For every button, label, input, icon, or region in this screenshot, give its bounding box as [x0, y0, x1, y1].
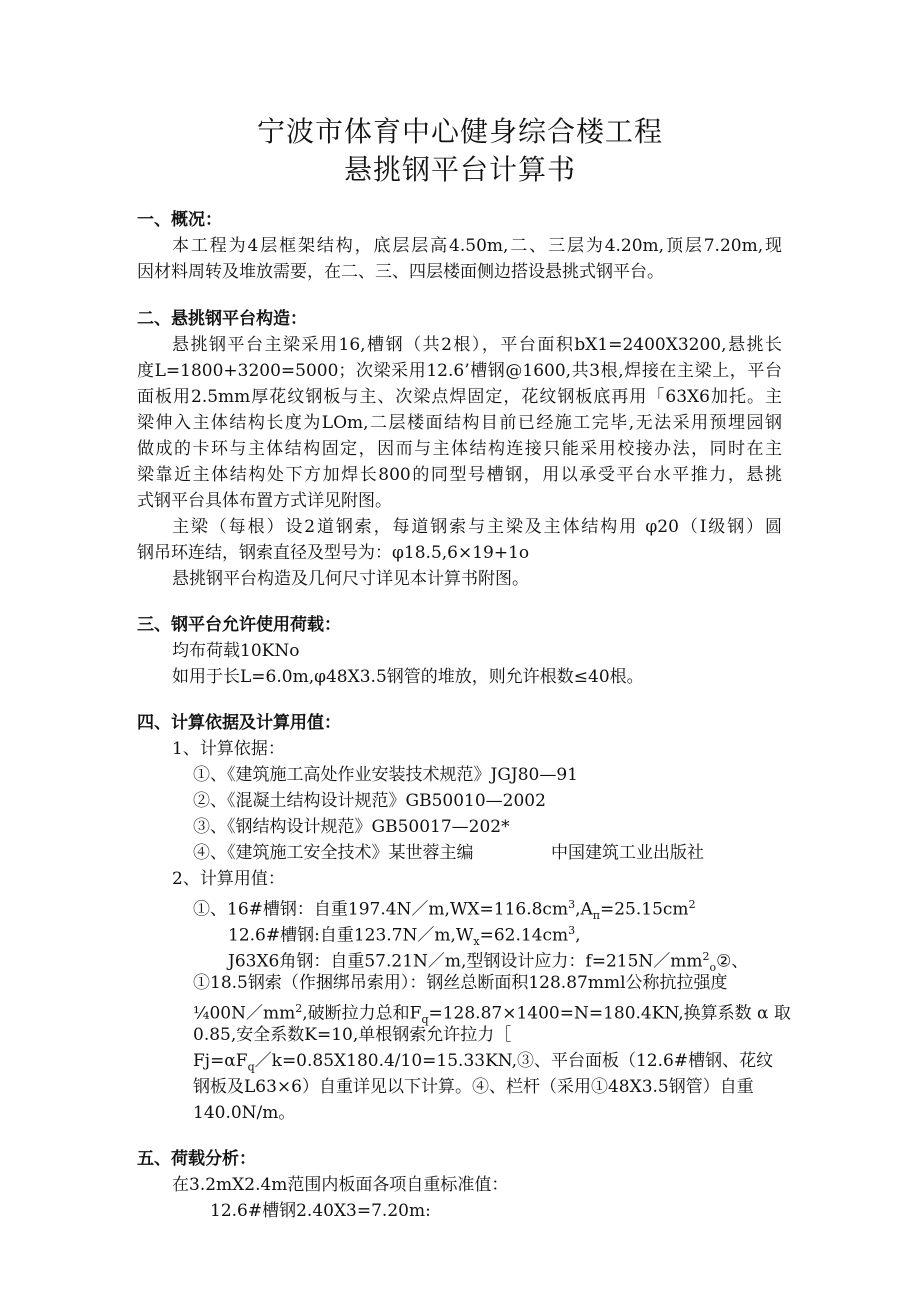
subscript: x — [473, 935, 480, 949]
section-5-line-2: 12.6#槽钢2.40X3=7.20m: — [210, 1201, 431, 1221]
section-4-heading: 四、计算依据及计算用值： — [137, 713, 341, 733]
section-4-sub-1: 1、计算依据： — [172, 739, 285, 759]
value-line-5-text: ¼00N／mm — [193, 1003, 296, 1024]
value-line-2-text-c: , — [575, 925, 581, 946]
section-3-line-1: 均布荷载10KNo — [172, 641, 300, 661]
superscript: 2 — [295, 1002, 303, 1015]
value-line-2-text: 12.6#槽钢:自重123.7N／m,W — [228, 925, 474, 946]
value-line-7-text-b: ／k=0.85X180.4/10=15.33KN,③、平台面板（12.6#槽钢、花纹 — [254, 1051, 774, 1071]
section-2-line-1: 悬挑钢平台主梁采用16,槽钢（共2根），平台面积bX1=2400X3200,悬挑长 — [172, 335, 782, 355]
reference-4: ④、《建筑施工安全技术》某世蓉主编 — [193, 843, 474, 863]
superscript: 2 — [688, 898, 696, 911]
value-line-2-text-b: =62.14cm — [479, 925, 569, 946]
value-line-9: 140.0N/m。 — [193, 1103, 296, 1123]
reference-1: ①、《建筑施工高处作业安装技术规范》JGJ80—91 — [193, 765, 578, 785]
value-line-3-text-b: ②、 — [716, 951, 749, 972]
section-1-line-1: 本工程为4层框架结构，底层层高4.50m,二、三层为4.20m,顶层7.20m,现 — [172, 236, 782, 256]
section-2-heading: 二、悬挑钢平台构造： — [137, 309, 307, 329]
subscript: π — [592, 909, 600, 923]
section-4-sub-2: 2、计算用值： — [172, 869, 285, 889]
section-1-heading: 一、概况： — [137, 210, 222, 230]
section-2-line-3: 面板用2.5mm厚花纹钢板与主、次梁点焊固定，花纹钢板底再用「63X6加托。主 — [137, 387, 782, 407]
reference-2: ②、《混凝土结构设计规范》GB50010—2002 — [193, 791, 546, 811]
subscript: o — [709, 961, 717, 975]
document-subtitle: 悬挑钢平台计算书 — [343, 153, 576, 186]
reference-4-publisher: 中国建筑工业出版社 — [551, 843, 704, 863]
section-2-line-10: 悬挑钢平台构造及几何尺寸详见本计算书附图。 — [172, 569, 529, 589]
value-line-5-text-c: =128.87×1400=N=180.4KN,换算系数 α 取 — [428, 1003, 791, 1024]
subscript: q — [421, 1013, 429, 1027]
value-line-1-text-b: ,A — [575, 899, 593, 920]
section-2-line-2: 度L=1800+3200=5000；次梁采用12.6’槽钢@1600,共3根,焊接在主梁上，平台 — [137, 361, 782, 381]
value-line-1-text: ①、16#槽钢：自重197.4N／m,WX=116.8cm — [193, 899, 569, 920]
section-5-line-1: 在3.2mX2.4m范围内板面各项自重标准值： — [172, 1175, 509, 1195]
value-line-6: 0.85,安全系数K=10,单根钢索允许拉力［ — [193, 1025, 512, 1045]
section-2-line-8: 主梁（每根）设2道钢索，每道钢索与主梁及主体结构用 φ20（I级钢）圆 — [172, 517, 782, 537]
document-title: 宁波市体育中心健身综合楼工程 — [256, 115, 663, 148]
section-1-line-2: 因材料周转及堆放需要，在二、三、四层楼面侧边搭设悬挑式钢平台。 — [137, 262, 664, 282]
value-line-7-text: Fj=αF — [193, 1051, 248, 1071]
section-2-line-7: 式钢平台具体布置方式详见附图。 — [137, 491, 392, 511]
section-3-line-2: 如用于长L=6.0m,φ48X3.5钢管的堆放，则允许根数≤40根。 — [172, 667, 644, 687]
section-2-line-4: 梁伸入主体结构长度为LOm,二层楼面结构目前已经施工完毕,无法采用预埋园钢 — [137, 413, 782, 433]
value-line-1-text-c: =25.15cm — [600, 899, 689, 920]
section-5-heading: 五、荷载分析： — [137, 1149, 256, 1169]
value-line-3-text: J63X6角钢：自重57.21N／m,型钢设计应力：f=215N／mm — [228, 951, 703, 972]
superscript: 3 — [568, 898, 576, 911]
value-line-4: ①18.5钢索（作捆绑吊索用）：钢丝总断面积128.87mml公称抗拉强度 — [193, 973, 728, 993]
section-2-line-9: 钢吊环连结，钢索直径及型号为：φ18.5,6×19+1o — [137, 543, 530, 563]
value-line-8: 钢板及L63×6）自重详见以下计算。④、栏杆（采用①48X3.5钢管）自重 — [193, 1077, 754, 1097]
superscript: 2 — [702, 950, 710, 963]
section-2-line-6: 梁靠近主体结构处下方加焊长800的同型号槽钢，用以承受平台水平推力，悬挑 — [137, 465, 782, 485]
reference-3: ③、《钢结构设计规范》GB50017—202* — [193, 817, 510, 837]
superscript: 3 — [568, 924, 576, 937]
section-2-line-5: 做成的卡环与主体结构固定，因而与主体结构连接只能采用校接办法，同时在主 — [137, 439, 782, 459]
value-line-5-text-b: ,破断拉力总和F — [302, 1003, 422, 1024]
section-3-heading: 三、钢平台允许使用荷载： — [137, 615, 341, 635]
subscript: q — [247, 1060, 255, 1074]
